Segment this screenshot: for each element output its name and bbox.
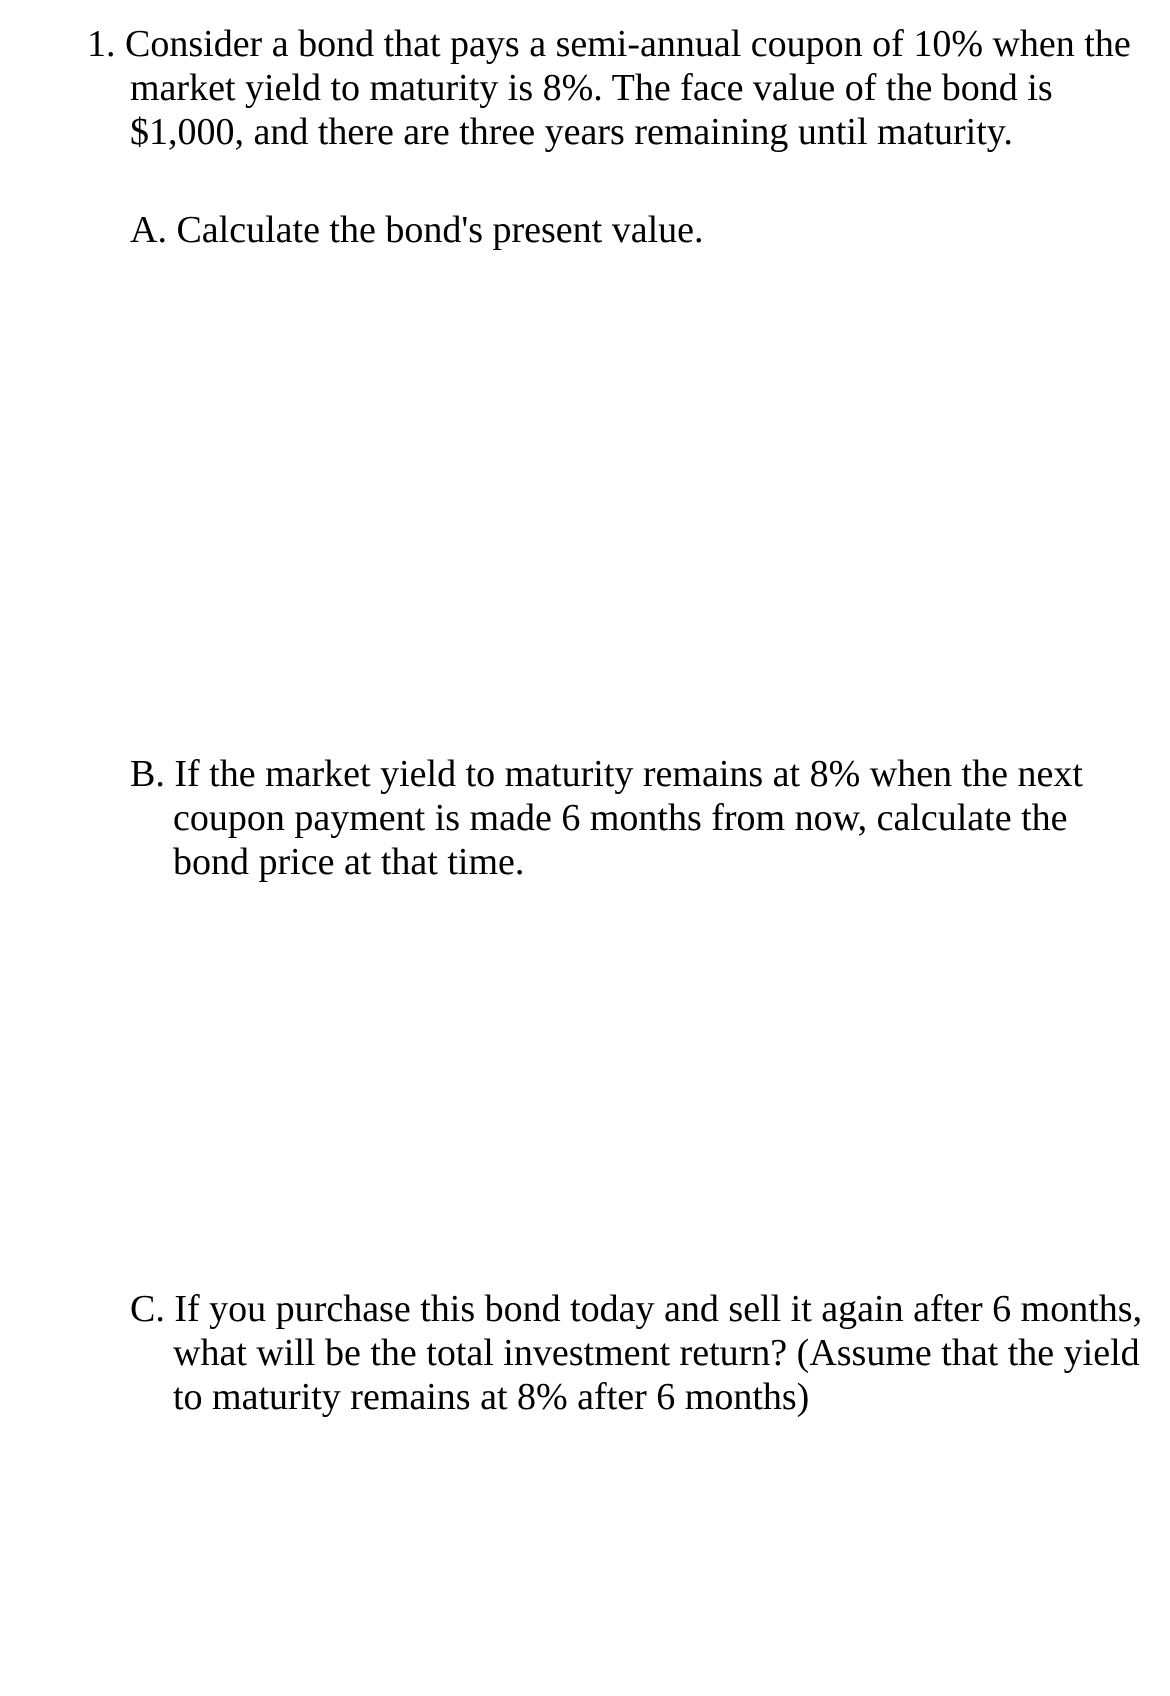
part-a-question: Calculate the bond's present value. xyxy=(176,209,704,251)
part-b xyxy=(130,752,1140,884)
question-intro: Consider a bond that pays a semi-annual coupon of 10% when the market yield to maturity is 8%. The face value of the bond is $1,000, and there are three years remaining until maturity. xyxy=(125,23,1131,153)
part-a-label: A. xyxy=(130,209,167,251)
part-b-label: B. xyxy=(130,753,165,795)
part-c-question: If you purchase this bond today and sell it again after 6 months, what will be the total investment return? (Assume that the yield to maturity remains at 8% after 6 months) xyxy=(173,1288,1143,1418)
question-1-text xyxy=(87,22,1147,154)
part-b-text xyxy=(130,752,1140,884)
answer-space-a xyxy=(0,260,1170,740)
part-a xyxy=(130,208,1140,252)
part-b-question: If the market yield to maturity remains at 8% when the next coupon payment is made 6 months from now, calculate the bond price at that time. xyxy=(173,753,1083,883)
part-c xyxy=(130,1287,1160,1419)
question-number: 1. xyxy=(87,23,116,65)
answer-space-b xyxy=(0,890,1170,1270)
part-a-text xyxy=(130,208,1140,252)
question-1 xyxy=(87,22,1147,154)
part-c-text xyxy=(130,1287,1160,1419)
part-c-label: C. xyxy=(130,1288,165,1330)
answer-space-c xyxy=(0,1430,1170,1680)
